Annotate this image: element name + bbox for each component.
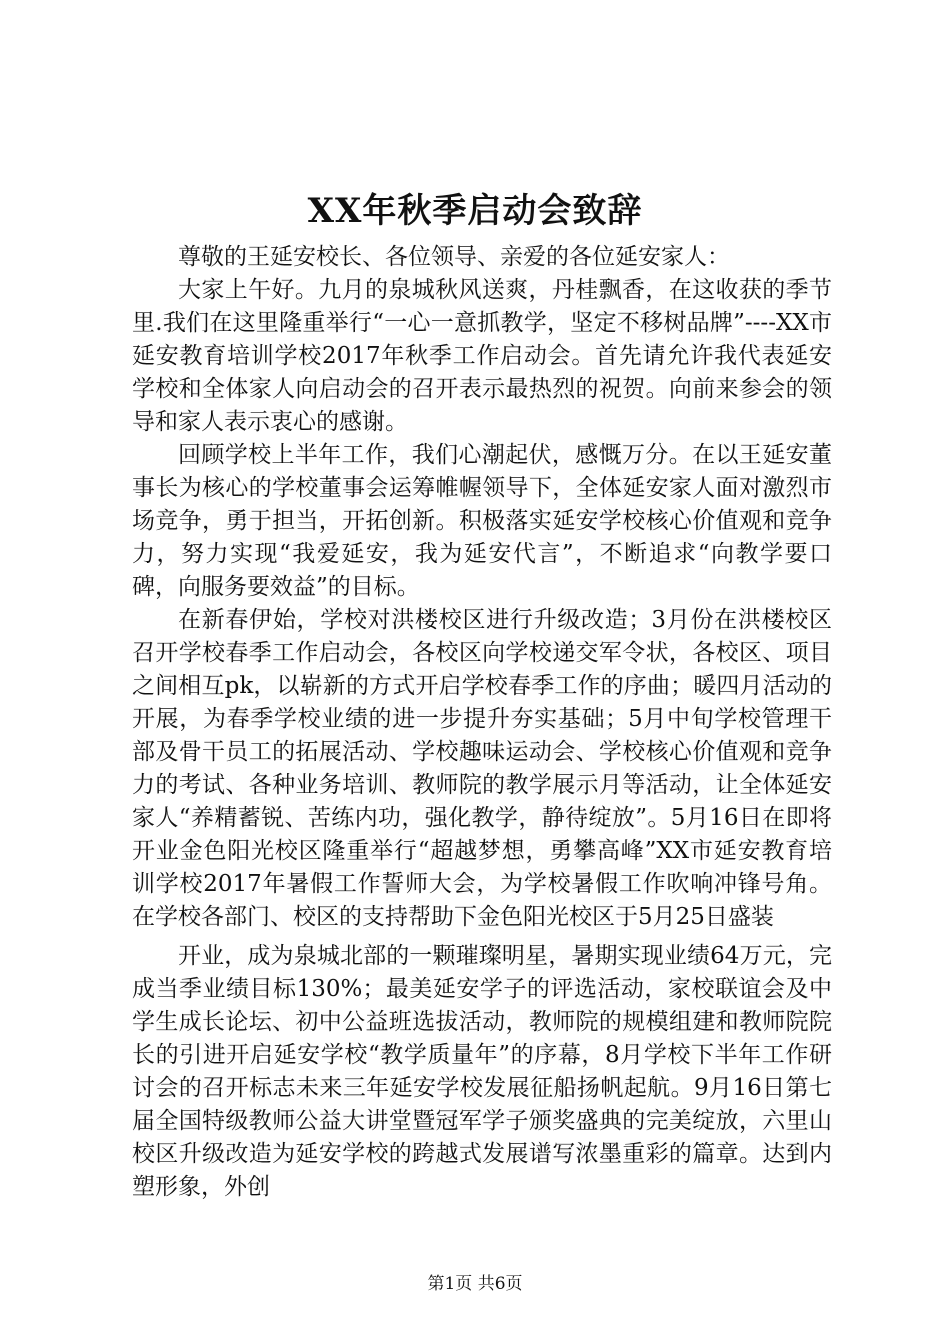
- spring-activities-paragraph: 在新春伊始，学校对洪楼校区进行升级改造；3月份在洪楼校区召开学校春季工作启动会，各校区向学校递交军令状，各校区、项目之间相互pk，以崭新的方式开启学校春季工作的序曲；暖四月活动的开展，为春季学校业绩的进一步提升夯实基础；5月中旬学校管理干部及骨干员工的拓展活动、学校趣味运动会、学校核心价值观和竞争力的考试、各种业务培训、教师院的教学展示月等活动，让全体延安家人“养精蓄锐、苦练内功，强化教学，静待绽放”。5月16日在即将开业金色阳光校区隆重举行“超越梦想，勇攀高峰”XX市延安教育培训学校2017年暑假工作誓师大会，为学校暑假工作吹响冲锋号角。在学校各部门、校区的支持帮助下金色阳光校区于5月25日盛装: [132, 607, 832, 930]
- review-paragraph: 回顾学校上半年工作，我们心潮起伏，感慨万分。在以王延安董事长为核心的学校董事会运筹帷幄领导下，全体延安家人面对激烈市场竞争，勇于担当，开拓创新。积极落实延安学校核心价值观和竞争力，努力实现“我爱延安，我为延安代言”，不断追求“向教学要口碑，向服务要效益”的目标。: [132, 442, 832, 600]
- salutation-paragraph: 尊敬的王延安校长、各位领导、亲爱的各位延安家人：: [178, 244, 730, 270]
- document-body: [132, 241, 832, 1204]
- document-title: XX年秋季启动会致辞: [307, 191, 643, 231]
- opening-paragraph: 大家上午好。九月的泉城秋风送爽，丹桂飘香，在这收获的季节里.我们在这里隆重举行“一心一意抓教学，坚定不移树品牌”----XX市延安教育培训学校2017年秋季工作启动会。首先请允许我代表延安学校和全体家人向启动会的召开表示最热烈的祝贺。向前来参会的领导和家人表示衷心的感谢。: [132, 277, 832, 435]
- page-number-footer: 第1页 共6页: [427, 1274, 523, 1294]
- summer-achievements-paragraph: 开业，成为泉城北部的一颗璀璨明星，暑期实现业绩64万元，完成当季业绩目标130%；最美延安学子的评选活动，家校联谊会及中学生成长论坛、初中公益班选拔活动，教师院的规模组建和教师院院长的引进开启延安学校“教学质量年”的序幕，8月学校下半年工作研讨会的召开标志未来三年延安学校发展征船扬帆起航。9月16日第七届全国特级教师公益大讲堂暨冠军学子颁奖盛典的完美绽放，六里山校区升级改造为延安学校的跨越式发展谱写浓墨重彩的篇章。达到内塑形象，外创: [132, 943, 832, 1200]
